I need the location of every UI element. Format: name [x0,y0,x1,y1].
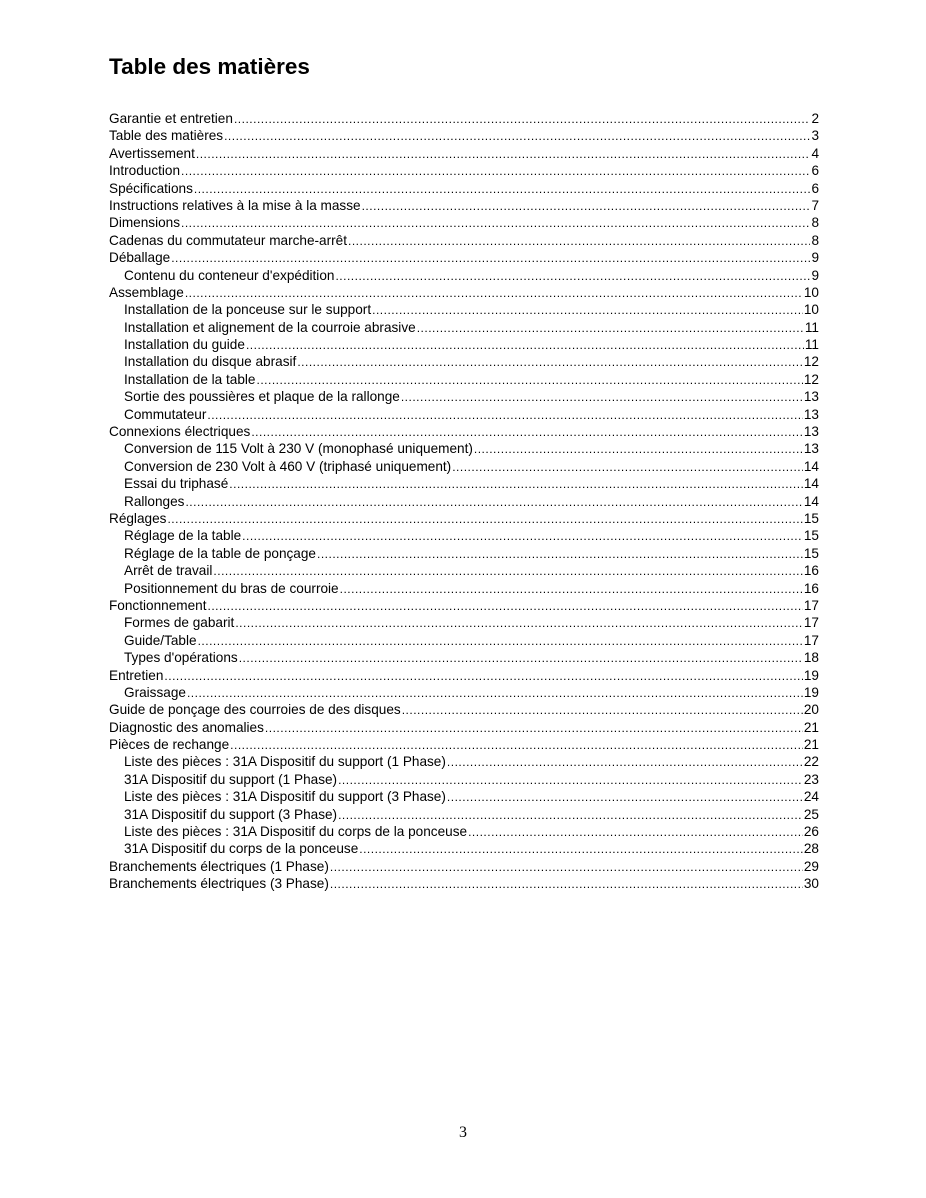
toc-dot-leader [242,528,803,544]
toc-entry-label: Guide/Table [124,632,197,648]
toc-dot-leader [251,424,803,440]
toc-entry-page: 28 [803,841,819,857]
toc-dot-leader [447,754,803,770]
toc-entry-label: Branchements électriques (3 Phase) [109,876,329,892]
toc-entry-page: 30 [803,876,819,892]
toc-dot-leader [335,268,810,284]
toc-dot-leader [338,772,803,788]
toc-entry-page: 13 [803,424,819,440]
toc-entry-label: Spécifications [109,180,193,196]
toc-dot-leader [194,181,811,197]
toc-entry-page: 6 [811,180,819,196]
toc-entry[interactable] [109,249,819,266]
toc-dot-leader [224,128,810,144]
toc-entry-page: 17 [803,615,819,631]
toc-subentry[interactable] [109,267,819,284]
toc-entry-page: 26 [803,824,819,840]
toc-dot-leader [468,824,803,840]
toc-entry-label: Réglage de la table de ponçage [124,545,316,561]
toc-subentry[interactable] [109,684,819,701]
toc-dot-leader [265,720,803,736]
toc-subentry[interactable] [109,545,819,562]
toc-entry[interactable] [109,858,819,875]
toc-dot-leader [417,320,804,336]
toc-entry-page: 11 [804,337,819,353]
toc-entry-page: 4 [811,145,819,161]
toc-entry-label: Branchements électriques (1 Phase) [109,858,329,874]
toc-dot-leader [185,494,802,510]
toc-entry[interactable] [109,736,819,753]
toc-entry[interactable] [109,127,819,144]
toc-entry-label: 31A Dispositif du support (3 Phase) [124,806,338,822]
toc-entry-label: Conversion de 115 Volt à 230 V (monophasé uniquement) [124,441,473,457]
toc-entry[interactable] [109,510,819,527]
toc-dot-leader [257,372,803,388]
toc-entry-label: 31A Dispositif du corps de la ponceuse [124,841,359,857]
toc-dot-leader [330,859,803,875]
toc-entry-page: 19 [803,667,819,683]
toc-entry[interactable] [109,110,819,127]
toc-entry-page: 13 [803,406,819,422]
toc-entry-page: 21 [803,737,819,753]
toc-subentry[interactable] [109,823,819,840]
toc-entry[interactable] [109,162,819,179]
toc-entry-label: Types d'opérations [124,650,238,666]
toc-entry-page: 18 [803,650,819,666]
toc-subentry[interactable] [109,353,819,370]
toc-entry-label: Arrêt de travail [124,563,213,579]
toc-entry-label: Formes de gabarit [124,615,235,631]
toc-entry-page: 16 [803,580,819,596]
toc-entry-label: Entretien [109,667,164,683]
toc-entry-page: 23 [803,771,819,787]
toc-subentry[interactable] [109,806,819,823]
toc-entry-page: 10 [803,302,819,318]
toc-entry[interactable] [109,875,819,892]
toc-subentry[interactable] [109,840,819,857]
toc-subentry[interactable] [109,458,819,475]
page-title: Table des matières [109,54,310,79]
toc-entry-page: 24 [803,789,819,805]
toc-entry[interactable] [109,423,819,440]
toc-dot-leader [297,354,803,370]
toc-entry-label: Liste des pièces : 31A Dispositif du support (3 Phase) [124,789,446,805]
toc-dot-leader [362,198,811,214]
toc-entry-label: Cadenas du commutateur marche-arrêt [109,232,347,248]
toc-entry-label: Déballage [109,250,171,266]
toc-entry-page: 14 [803,493,819,509]
toc-dot-leader [167,511,802,527]
toc-entry[interactable] [109,180,819,197]
toc-dot-leader [359,841,803,857]
toc-entry-label: Installation de la table [124,371,256,387]
toc-subentry[interactable] [109,527,819,544]
toc-entry-page: 9 [811,250,819,266]
toc-entry[interactable] [109,667,819,684]
toc-entry-page: 2 [811,111,819,126]
toc-entry-label: Positionnement du bras de courroie [124,580,339,596]
toc-subentry[interactable] [109,336,819,353]
toc-entry-label: Garantie et entretien [109,111,233,126]
toc-entry[interactable] [109,214,819,231]
toc-dot-leader [196,146,811,162]
toc-dot-leader [164,668,802,684]
toc-entry-label: Assemblage [109,284,184,300]
toc-subentry[interactable] [109,788,819,805]
toc-entry-page: 20 [803,702,819,718]
page-number: 3 [459,1124,467,1141]
toc-entry-label: Commutateur [124,406,207,422]
toc-entry-label: Introduction [109,163,181,179]
toc-entry-label: Fonctionnement [109,597,207,613]
toc-entry-label: Sortie des poussières et plaque de la rallonge [124,389,400,405]
toc-entry-page: 21 [803,719,819,735]
toc-dot-leader [230,737,803,753]
toc-entry-label: Réglage de la table [124,528,242,544]
toc-dot-leader [401,389,803,405]
toc-entry[interactable] [109,597,819,614]
toc-entry-page: 8 [811,232,819,248]
toc-entry-page: 3 [811,128,819,144]
toc-entry-label: Connexions électriques [109,424,251,440]
toc-entry-label: Dimensions [109,215,181,231]
toc-entry-label: Diagnostic des anomalies [109,719,264,735]
toc-dot-leader [340,581,803,597]
toc-dot-leader [348,233,810,249]
toc-entry-page: 11 [804,319,819,335]
toc-entry-page: 8 [811,215,819,231]
toc-entry[interactable] [109,701,819,718]
toc-entry-page: 17 [803,597,819,613]
toc-entry-label: Installation du disque abrasif [124,354,297,370]
toc-entry-label: Pièces de rechange [109,737,230,753]
toc-entry-label: Instructions relatives à la mise à la masse [109,197,361,213]
toc-entry-page: 9 [811,267,819,283]
toc-entry-label: 31A Dispositif du support (1 Phase) [124,771,338,787]
toc-subentry[interactable] [109,753,819,770]
toc-dot-leader [181,163,810,179]
toc-entry-label: Graissage [124,684,186,700]
toc-entry-label: Liste des pièces : 31A Dispositif du support (1 Phase) [124,754,446,770]
toc-entry-label: Rallonges [124,493,185,509]
toc-entry-label: Conversion de 230 Volt à 460 V (triphasé uniquement) [124,458,452,474]
toc-entry-page: 14 [803,458,819,474]
toc-entry-page: 13 [803,441,819,457]
toc-entry-page: 25 [803,806,819,822]
toc-dot-leader [234,111,811,127]
toc-entry-label: Réglages [109,510,167,526]
toc-entry-page: 15 [803,545,819,561]
toc-entry-page: 12 [803,371,819,387]
toc-subentry[interactable] [109,388,819,405]
toc-subentry[interactable] [109,475,819,492]
toc-dot-leader [235,615,803,631]
toc-dot-leader [447,789,803,805]
toc-subentry[interactable] [109,649,819,666]
toc-entry-page: 16 [803,563,819,579]
toc-dot-leader [207,598,802,614]
toc-entry-page: 17 [803,632,819,648]
toc-entry[interactable] [109,197,819,214]
toc-dot-leader [181,215,810,231]
toc-entry-label: Avertissement [109,145,195,161]
toc-entry-page: 6 [811,163,819,179]
toc-dot-leader [229,476,803,492]
toc-dot-leader [185,285,803,301]
toc-subentry[interactable] [109,319,819,336]
toc-dot-leader [246,337,804,353]
toc-dot-leader [198,633,803,649]
toc-entry-label: Guide de ponçage des courroies de des disques [109,702,401,718]
toc-entry-page: 13 [803,389,819,405]
toc-subentry[interactable] [109,562,819,579]
toc-dot-leader [330,876,803,892]
toc-dot-leader [474,441,803,457]
toc-entry-label: Essai du triphasé [124,476,229,492]
toc-subentry[interactable] [109,493,819,510]
toc-entry-page: 15 [803,510,819,526]
toc-entry-page: 12 [803,354,819,370]
toc-entry-label: Contenu du conteneur d'expédition [124,267,335,283]
toc-dot-leader [187,685,803,701]
toc-dot-leader [372,302,803,318]
toc-dot-leader [239,650,803,666]
toc-subentry[interactable] [109,614,819,631]
toc-dot-leader [402,702,803,718]
toc-entry-page: 10 [803,284,819,300]
toc-dot-leader [213,563,802,579]
toc-entry-page: 15 [803,528,819,544]
toc-dot-leader [171,250,810,266]
toc-subentry[interactable] [109,440,819,457]
toc-dot-leader [317,546,803,562]
toc-subentry[interactable] [109,301,819,318]
toc-subentry[interactable] [109,580,819,597]
toc-entry-page: 29 [803,858,819,874]
toc-subentry[interactable] [109,371,819,388]
toc-entry-page: 7 [811,197,819,213]
toc-entry[interactable] [109,719,819,736]
toc-entry-label: Installation et alignement de la courroie abrasive [124,319,416,335]
toc-dot-leader [338,807,803,823]
toc-entry-page: 14 [803,476,819,492]
toc-entry[interactable] [109,232,819,249]
toc-subentry[interactable] [109,632,819,649]
toc-entry-label: Installation du guide [124,337,245,353]
toc-subentry[interactable] [109,406,819,423]
toc-dot-leader [452,459,803,475]
toc-entry-page: 22 [803,754,819,770]
toc-subentry[interactable] [109,771,819,788]
table-of-contents [109,110,819,893]
toc-entry[interactable] [109,145,819,162]
toc-entry[interactable] [109,284,819,301]
toc-entry-label: Table des matières [109,128,224,144]
toc-entry-label: Installation de la ponceuse sur le support [124,302,372,318]
toc-entry-label: Liste des pièces : 31A Dispositif du corps de la ponceuse [124,824,468,840]
toc-entry-page: 19 [803,684,819,700]
toc-dot-leader [207,407,803,423]
